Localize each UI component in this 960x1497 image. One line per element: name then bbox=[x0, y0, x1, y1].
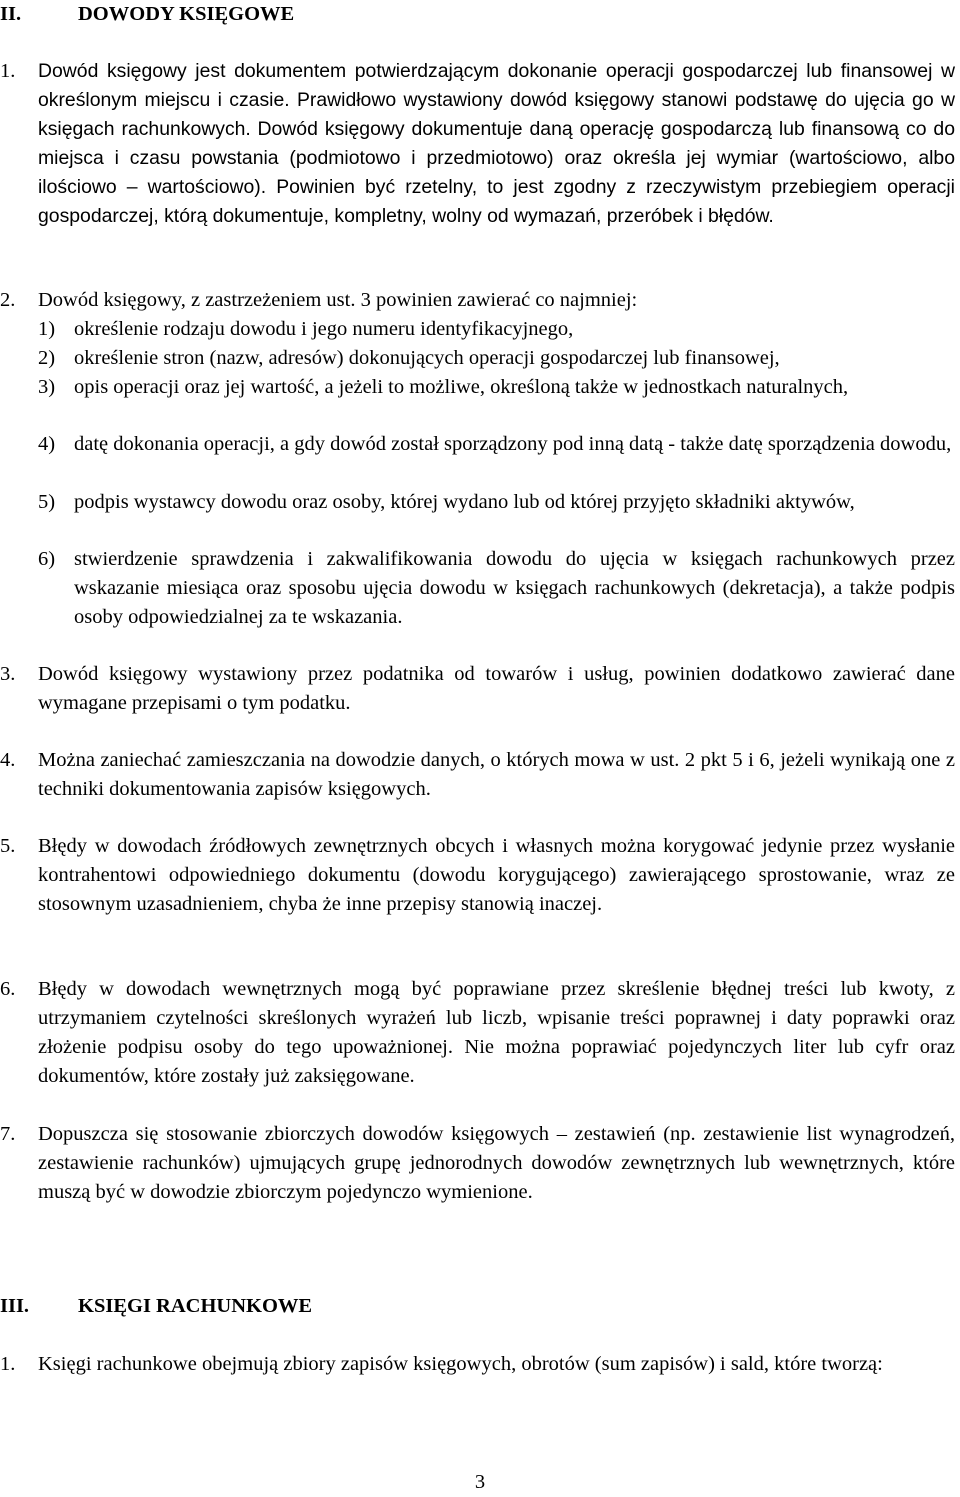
paragraph-text: Błędy w dowodach źródłowych zewnętrznych obcych i własnych można korygować jedynie przez wysłanie kontrahentowi odpowiedniego dokumentu (dowodu korygującego) zawierającego sprostowanie, wraz ze stosownym uzasadnieniem, chyba że inne przepisy stanowią inaczej. bbox=[38, 835, 955, 915]
section-title: DOWODY KSIĘGOWE bbox=[78, 3, 295, 25]
subitem-text: datę dokonania operacji, a gdy dowód został sporządzony pod inną datą - także datę sporządzenia dowodu, bbox=[74, 433, 952, 455]
subitem-text: określenie rodzaju dowodu i jego numeru identyfikacyjnego, bbox=[74, 318, 574, 340]
subitem-number: 5) bbox=[38, 491, 56, 513]
subitem-number: 4) bbox=[38, 433, 56, 455]
subitem-number: 2) bbox=[38, 347, 56, 369]
paragraph-text: Błędy w dowodach wewnętrznych mogą być poprawiane przez skreślenie błędnej treści lub kwoty, z utrzymaniem czytelności skreślonych wyrażeń lub liczb, wpisanie treści poprawnej i daty poprawki oraz złożenie podpisu osoby do tego upoważnionej. Nie można poprawiać pojedynczych liter lub cyfr oraz dokumentów, które zostały już zaksięgowane. bbox=[38, 978, 955, 1087]
item-number: 4. bbox=[0, 749, 16, 771]
subitem-text: określenie stron (nazw, adresów) dokonujących operacji gospodarczej lub finansowej, bbox=[74, 347, 780, 369]
item-number: 3. bbox=[0, 663, 16, 685]
paragraph-text: Dowód księgowy, z zastrzeżeniem ust. 3 powinien zawierać co najmniej: bbox=[38, 289, 638, 311]
paragraph-text: Księgi rachunkowe obejmują zbiory zapisów księgowych, obrotów (sum zapisów) i sald, które tworzą: bbox=[38, 1353, 883, 1375]
section-heading bbox=[0, 0, 295, 29]
item-number: 7. bbox=[0, 1123, 16, 1145]
subitem-text: stwierdzenie sprawdzenia i zakwalifikowania dowodu do ujęcia w księgach rachunkowych przez wskazanie miesiąca oraz sposobu ujęcia dowodu w księgach rachunkowych (dekretacja), a także podpis osoby odpowiedzialnej za te wskazania. bbox=[74, 548, 955, 628]
section-heading bbox=[0, 1292, 313, 1321]
subitem-number: 6) bbox=[38, 548, 56, 570]
item-number: 5. bbox=[0, 835, 16, 857]
item-number: 6. bbox=[0, 978, 16, 1000]
item-number: 1. bbox=[0, 60, 16, 82]
paragraph-text: Dowód księgowy wystawiony przez podatnika od towarów i usług, powinien dodatkowo zawierać dane wymagane przepisami o tym podatku. bbox=[38, 663, 955, 714]
subitem-text: opis operacji oraz jej wartość, a jeżeli to możliwe, określoną także w jednostkach naturalnych, bbox=[74, 376, 849, 398]
subitem-number: 3) bbox=[38, 376, 56, 398]
paragraph-text: Dowód księgowy jest dokumentem potwierdzającym dokonanie operacji gospodarczej lub finansowej w określonym miejscu i czasie. Prawidłowo wystawiony dowód księgowy stanowi podstawę do ujęcia go w księgach rachunkowych. bbox=[38, 60, 955, 140]
paragraph-text: Dowód księgowy dokumentuje daną operację gospodarczą lub finansową co do miejsca i czasu powstania (podmiotowo i przedmiotowo) oraz określa jej wymiar (wartościowo, albo ilościowo – wartościowo). Powinien być rzetelny, to jest zgodny z rzeczywistym przebiegiem operacji gospodarczej, którą dokumentuje, kompletny, wolny od wymazań, przeróbek i błędów. bbox=[38, 118, 955, 227]
subitem-number: 1) bbox=[38, 318, 56, 340]
page-number: 3 bbox=[474, 1471, 486, 1493]
paragraph-text: Można zaniechać zamieszczania na dowodzie danych, o których mowa w ust. 2 pkt 5 i 6, jeżeli wynikają one z techniki dokumentowania zapisów księgowych. bbox=[38, 749, 955, 800]
item-number: 1. bbox=[0, 1353, 16, 1375]
section-title: KSIĘGI RACHUNKOWE bbox=[78, 1295, 313, 1317]
item-number: 2. bbox=[0, 289, 16, 311]
section-numeral: II. bbox=[0, 3, 22, 25]
section-numeral: III. bbox=[0, 1295, 30, 1317]
paragraph-text: Dopuszcza się stosowanie zbiorczych dowodów księgowych – zestawień (np. zestawienie list wynagrodzeń, zestawienie rachunków) ujmujących grupę jednorodnych dowodów zewnętrznych lub wewnętrznych, które muszą być w dowodzie zbiorczym pojedynczo wymienione. bbox=[38, 1123, 955, 1203]
subitem-text: podpis wystawcy dowodu oraz osoby, której wydano lub od której przyjęto składniki aktywów, bbox=[74, 491, 855, 513]
paragraph bbox=[38, 57, 955, 231]
